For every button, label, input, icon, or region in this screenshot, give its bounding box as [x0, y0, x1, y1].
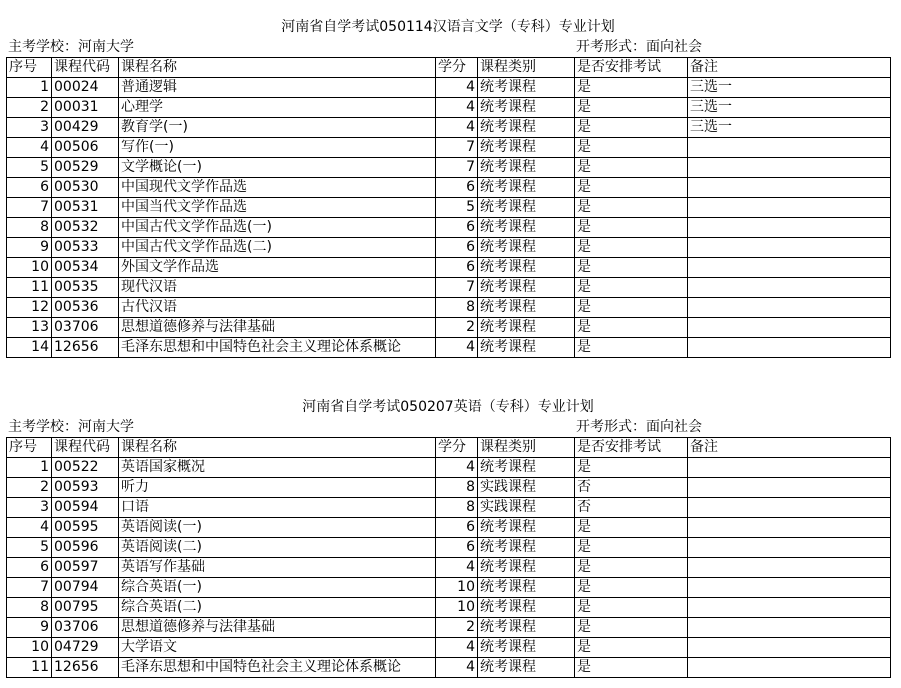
course-exam: 否	[575, 498, 688, 518]
course-no: 9	[7, 238, 52, 258]
header-note: 备注	[688, 438, 891, 458]
plan-meta	[6, 417, 890, 437]
course-type: 统考课程	[478, 258, 575, 278]
course-name: 普通逻辑	[119, 78, 436, 98]
course-exam: 是	[575, 218, 688, 238]
table-row	[7, 318, 891, 338]
course-note: 三选一	[688, 78, 891, 98]
header-code: 课程代码	[52, 438, 119, 458]
course-name: 写作(一)	[119, 138, 436, 158]
table-row	[7, 138, 891, 158]
course-credit: 6	[436, 238, 478, 258]
course-no: 8	[7, 598, 52, 618]
course-exam: 是	[575, 558, 688, 578]
course-name: 思想道德修养与法律基础	[119, 318, 436, 338]
course-credit: 7	[436, 158, 478, 178]
course-name: 中国现代文学作品选	[119, 178, 436, 198]
course-name: 外国文学作品选	[119, 258, 436, 278]
course-name: 英语阅读(二)	[119, 538, 436, 558]
table-row	[7, 638, 891, 658]
header-code: 课程代码	[52, 58, 119, 78]
course-note	[688, 198, 891, 218]
course-name: 毛泽东思想和中国特色社会主义理论体系概论	[119, 338, 436, 358]
course-credit: 10	[436, 578, 478, 598]
course-type: 统考课程	[478, 78, 575, 98]
course-no: 4	[7, 138, 52, 158]
course-name: 毛泽东思想和中国特色社会主义理论体系概论	[119, 658, 436, 678]
course-note	[688, 158, 891, 178]
course-name: 英语阅读(一)	[119, 518, 436, 538]
course-code: 00024	[52, 78, 119, 98]
plan-title: 河南省自学考试050114汉语言文学（专科）专业计划	[281, 19, 615, 35]
course-credit: 7	[436, 278, 478, 298]
table-row	[7, 658, 891, 678]
header-exam: 是否安排考试	[575, 58, 688, 78]
course-credit: 6	[436, 218, 478, 238]
course-exam: 是	[575, 258, 688, 278]
course-code: 04729	[52, 638, 119, 658]
course-no: 10	[7, 258, 52, 278]
course-code: 00031	[52, 98, 119, 118]
course-credit: 4	[436, 98, 478, 118]
course-credit: 4	[436, 558, 478, 578]
header-name: 课程名称	[119, 438, 436, 458]
school-label: 主考学校：河南大学	[8, 419, 134, 435]
course-note	[688, 218, 891, 238]
course-type: 统考课程	[478, 138, 575, 158]
course-note	[688, 298, 891, 318]
plan-english	[6, 397, 890, 678]
course-no: 10	[7, 638, 52, 658]
course-name: 大学语文	[119, 638, 436, 658]
course-rows	[7, 78, 891, 358]
course-credit: 10	[436, 598, 478, 618]
course-table	[6, 57, 891, 358]
course-note	[688, 258, 891, 278]
course-credit: 8	[436, 298, 478, 318]
table-row	[7, 578, 891, 598]
course-code: 00597	[52, 558, 119, 578]
course-no: 3	[7, 118, 52, 138]
course-code: 00531	[52, 198, 119, 218]
course-credit: 4	[436, 658, 478, 678]
course-name: 中国古代文学作品选(二)	[119, 238, 436, 258]
course-name: 综合英语(二)	[119, 598, 436, 618]
course-exam: 是	[575, 518, 688, 538]
course-exam: 是	[575, 158, 688, 178]
plan-meta	[6, 37, 890, 57]
table-row	[7, 238, 891, 258]
table-row	[7, 218, 891, 238]
course-type: 实践课程	[478, 478, 575, 498]
course-no: 8	[7, 218, 52, 238]
course-credit: 2	[436, 318, 478, 338]
course-no: 5	[7, 158, 52, 178]
table-row	[7, 498, 891, 518]
course-type: 统考课程	[478, 538, 575, 558]
course-name: 中国当代文学作品选	[119, 198, 436, 218]
plan-title: 河南省自学考试050207英语（专科）专业计划	[302, 399, 594, 415]
course-type: 统考课程	[478, 618, 575, 638]
course-exam: 是	[575, 318, 688, 338]
course-note	[688, 618, 891, 638]
course-name: 现代汉语	[119, 278, 436, 298]
course-note	[688, 498, 891, 518]
table-row	[7, 278, 891, 298]
course-type: 统考课程	[478, 278, 575, 298]
table-row	[7, 158, 891, 178]
course-note	[688, 538, 891, 558]
course-exam: 是	[575, 198, 688, 218]
course-note	[688, 278, 891, 298]
course-note	[688, 338, 891, 358]
course-no: 9	[7, 618, 52, 638]
course-name: 口语	[119, 498, 436, 518]
course-no: 14	[7, 338, 52, 358]
course-code: 00596	[52, 538, 119, 558]
course-exam: 是	[575, 638, 688, 658]
course-note	[688, 638, 891, 658]
course-code: 00533	[52, 238, 119, 258]
course-credit: 6	[436, 258, 478, 278]
course-type: 统考课程	[478, 178, 575, 198]
table-row	[7, 618, 891, 638]
plan-chinese-literature	[6, 17, 890, 358]
course-credit: 4	[436, 638, 478, 658]
course-credit: 4	[436, 78, 478, 98]
course-no: 4	[7, 518, 52, 538]
course-code: 03706	[52, 318, 119, 338]
course-no: 3	[7, 498, 52, 518]
course-type: 统考课程	[478, 158, 575, 178]
header-no: 序号	[7, 58, 52, 78]
header-type: 课程类别	[478, 438, 575, 458]
course-code: 00530	[52, 178, 119, 198]
course-note	[688, 558, 891, 578]
course-no: 6	[7, 558, 52, 578]
exam-mode-label: 开考形式：面向社会	[576, 419, 702, 435]
course-type: 统考课程	[478, 578, 575, 598]
course-note	[688, 478, 891, 498]
course-exam: 是	[575, 98, 688, 118]
course-note	[688, 578, 891, 598]
course-exam: 是	[575, 78, 688, 98]
course-credit: 2	[436, 618, 478, 638]
course-credit: 5	[436, 198, 478, 218]
course-no: 13	[7, 318, 52, 338]
course-code: 00532	[52, 218, 119, 238]
course-type: 统考课程	[478, 598, 575, 618]
course-code: 00429	[52, 118, 119, 138]
table-row	[7, 198, 891, 218]
course-note	[688, 518, 891, 538]
header-type: 课程类别	[478, 58, 575, 78]
course-name: 英语写作基础	[119, 558, 436, 578]
course-note	[688, 138, 891, 158]
course-name: 听力	[119, 478, 436, 498]
course-type: 统考课程	[478, 238, 575, 258]
course-note	[688, 318, 891, 338]
exam-mode-label: 开考形式：面向社会	[576, 39, 702, 55]
header-no: 序号	[7, 438, 52, 458]
course-exam: 是	[575, 458, 688, 478]
course-exam: 是	[575, 278, 688, 298]
course-exam: 是	[575, 118, 688, 138]
header-row	[7, 438, 891, 458]
header-row	[7, 58, 891, 78]
course-note: 三选一	[688, 118, 891, 138]
course-exam: 是	[575, 298, 688, 318]
course-exam: 是	[575, 138, 688, 158]
course-name: 英语国家概况	[119, 458, 436, 478]
table-row	[7, 478, 891, 498]
course-exam: 是	[575, 338, 688, 358]
course-code: 03706	[52, 618, 119, 638]
table-row	[7, 118, 891, 138]
header-credit: 学分	[436, 58, 478, 78]
table-row	[7, 298, 891, 318]
course-code: 00594	[52, 498, 119, 518]
course-type: 统考课程	[478, 118, 575, 138]
course-type: 统考课程	[478, 98, 575, 118]
course-code: 00536	[52, 298, 119, 318]
course-note: 三选一	[688, 98, 891, 118]
course-credit: 4	[436, 338, 478, 358]
course-type: 统考课程	[478, 638, 575, 658]
course-code: 00506	[52, 138, 119, 158]
course-no: 12	[7, 298, 52, 318]
course-no: 11	[7, 658, 52, 678]
table-row	[7, 338, 891, 358]
table-row	[7, 538, 891, 558]
course-credit: 7	[436, 138, 478, 158]
table-row	[7, 458, 891, 478]
course-credit: 6	[436, 538, 478, 558]
course-credit: 4	[436, 118, 478, 138]
course-type: 统考课程	[478, 658, 575, 678]
table-row	[7, 98, 891, 118]
course-exam: 是	[575, 178, 688, 198]
course-code: 00593	[52, 478, 119, 498]
course-type: 统考课程	[478, 218, 575, 238]
header-credit: 学分	[436, 438, 478, 458]
course-name: 文学概论(一)	[119, 158, 436, 178]
course-no: 1	[7, 458, 52, 478]
course-credit: 8	[436, 498, 478, 518]
course-exam: 是	[575, 618, 688, 638]
course-type: 统考课程	[478, 198, 575, 218]
course-name: 综合英语(一)	[119, 578, 436, 598]
course-exam: 否	[575, 478, 688, 498]
table-row	[7, 598, 891, 618]
course-code: 12656	[52, 658, 119, 678]
course-exam: 是	[575, 238, 688, 258]
course-no: 11	[7, 278, 52, 298]
course-exam: 是	[575, 578, 688, 598]
course-credit: 4	[436, 458, 478, 478]
course-credit: 8	[436, 478, 478, 498]
course-name: 教育学(一)	[119, 118, 436, 138]
course-code: 00534	[52, 258, 119, 278]
course-name: 心理学	[119, 98, 436, 118]
course-credit: 6	[436, 518, 478, 538]
course-table	[6, 437, 891, 678]
header-note: 备注	[688, 58, 891, 78]
course-name: 古代汉语	[119, 298, 436, 318]
table-row	[7, 258, 891, 278]
course-type: 统考课程	[478, 338, 575, 358]
header-exam: 是否安排考试	[575, 438, 688, 458]
course-exam: 是	[575, 538, 688, 558]
course-code: 00529	[52, 158, 119, 178]
course-type: 实践课程	[478, 498, 575, 518]
course-no: 5	[7, 538, 52, 558]
course-code: 00522	[52, 458, 119, 478]
course-code: 00795	[52, 598, 119, 618]
school-label: 主考学校：河南大学	[8, 39, 134, 55]
course-type: 统考课程	[478, 298, 575, 318]
course-no: 7	[7, 198, 52, 218]
course-code: 00595	[52, 518, 119, 538]
course-name: 思想道德修养与法律基础	[119, 618, 436, 638]
course-note	[688, 598, 891, 618]
course-code: 00535	[52, 278, 119, 298]
course-note	[688, 238, 891, 258]
course-credit: 6	[436, 178, 478, 198]
course-no: 2	[7, 98, 52, 118]
course-no: 2	[7, 478, 52, 498]
table-row	[7, 178, 891, 198]
course-exam: 是	[575, 658, 688, 678]
course-type: 统考课程	[478, 458, 575, 478]
course-type: 统考课程	[478, 558, 575, 578]
course-no: 1	[7, 78, 52, 98]
course-exam: 是	[575, 598, 688, 618]
course-code: 12656	[52, 338, 119, 358]
course-note	[688, 658, 891, 678]
course-no: 6	[7, 178, 52, 198]
table-row	[7, 558, 891, 578]
course-name: 中国古代文学作品选(一)	[119, 218, 436, 238]
course-rows	[7, 458, 891, 678]
table-row	[7, 78, 891, 98]
course-type: 统考课程	[478, 518, 575, 538]
course-code: 00794	[52, 578, 119, 598]
course-note	[688, 178, 891, 198]
course-type: 统考课程	[478, 318, 575, 338]
course-no: 7	[7, 578, 52, 598]
header-name: 课程名称	[119, 58, 436, 78]
course-note	[688, 458, 891, 478]
table-row	[7, 518, 891, 538]
